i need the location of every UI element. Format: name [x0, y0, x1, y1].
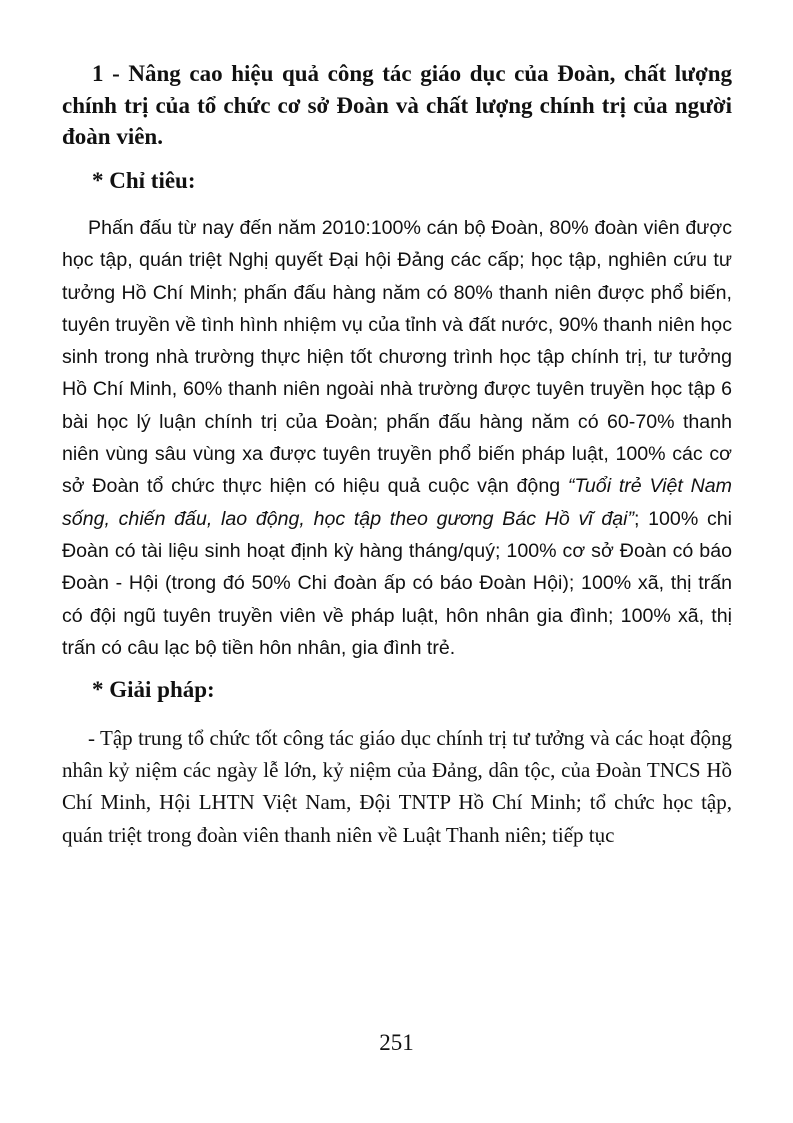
book-page: [62, 58, 732, 851]
solutions-label: * Giải pháp:: [92, 677, 215, 703]
page-number: 251: [379, 1030, 414, 1055]
targets-paragraph: [62, 212, 732, 664]
targets-paragraph-start: Phấn đấu từ nay đến năm 2010:100% cán bộ Đoàn, 80% đoàn viên được học tập, quán triệt Nghị quyết Đại hội Đảng các cấp; học tập, nghiên cứu tư tưởng Hồ Chí Minh; phấn đấu hàng năm có 80% thanh niên được phổ biến, tuyên truyền về tình hình nhiệm vụ của tỉnh và đất nước, 90% thanh niên học sinh trong nhà trường thực hiện tốt chương trình học tập chính trị, tư tưởng Hồ Chí Minh, 60% thanh niên ngoài nhà trường được tuyên truyền học tập 6 bài học lý luận chính trị của Đoàn; phấn đấu hàng năm có 60-70% thanh niên vùng sâu vùng xa được tuyên truyền phổ biến pháp luật, 100% các cơ sở Đoàn tổ chức thực hiện có hiệu quả cuộc vận động: [62, 217, 732, 498]
campaign-name: “Tuổi trẻ Việt Nam sống, chiến đấu, lao động, học tập theo gương Bác Hồ vĩ đại”: [62, 475, 732, 530]
targets-label: * Chỉ tiêu:: [92, 167, 196, 193]
section-heading: 1 - Nâng cao hiệu quả công tác giáo dục của Đoàn, chất lượng chính trị của tổ chức cơ sở Đoàn và chất lượng chính trị của người đoàn viên.: [62, 61, 732, 149]
solutions-paragraph: - Tập trung tổ chức tốt công tác giáo dục chính trị tư tưởng và các hoạt động nhân kỷ niệm các ngày lễ lớn, kỷ niệm của Đảng, dân tộc, của Đoàn TNCS Hồ Chí Minh, Hội LHTN Việt Nam, Đội TNTP Hồ Chí Minh; tổ chức học tập, quán triệt trong đoàn viên thanh niên về Luật Thanh niên; tiếp tục: [62, 725, 732, 847]
targets-paragraph-end: ; 100% chi Đoàn có tài liệu sinh hoạt định kỳ hàng tháng/quý; 100% cơ sở Đoàn có báo Đoàn - Hội (trong đó 50% Chi đoàn ấp có báo Đoàn Hội); 100% xã, thị trấn có đội ngũ tuyên truyền viên về pháp luật, hôn nhân gia đình; 100% xã, thị trấn có câu lạc bộ tiền hôn nhân, gia đình trẻ.: [62, 507, 732, 659]
